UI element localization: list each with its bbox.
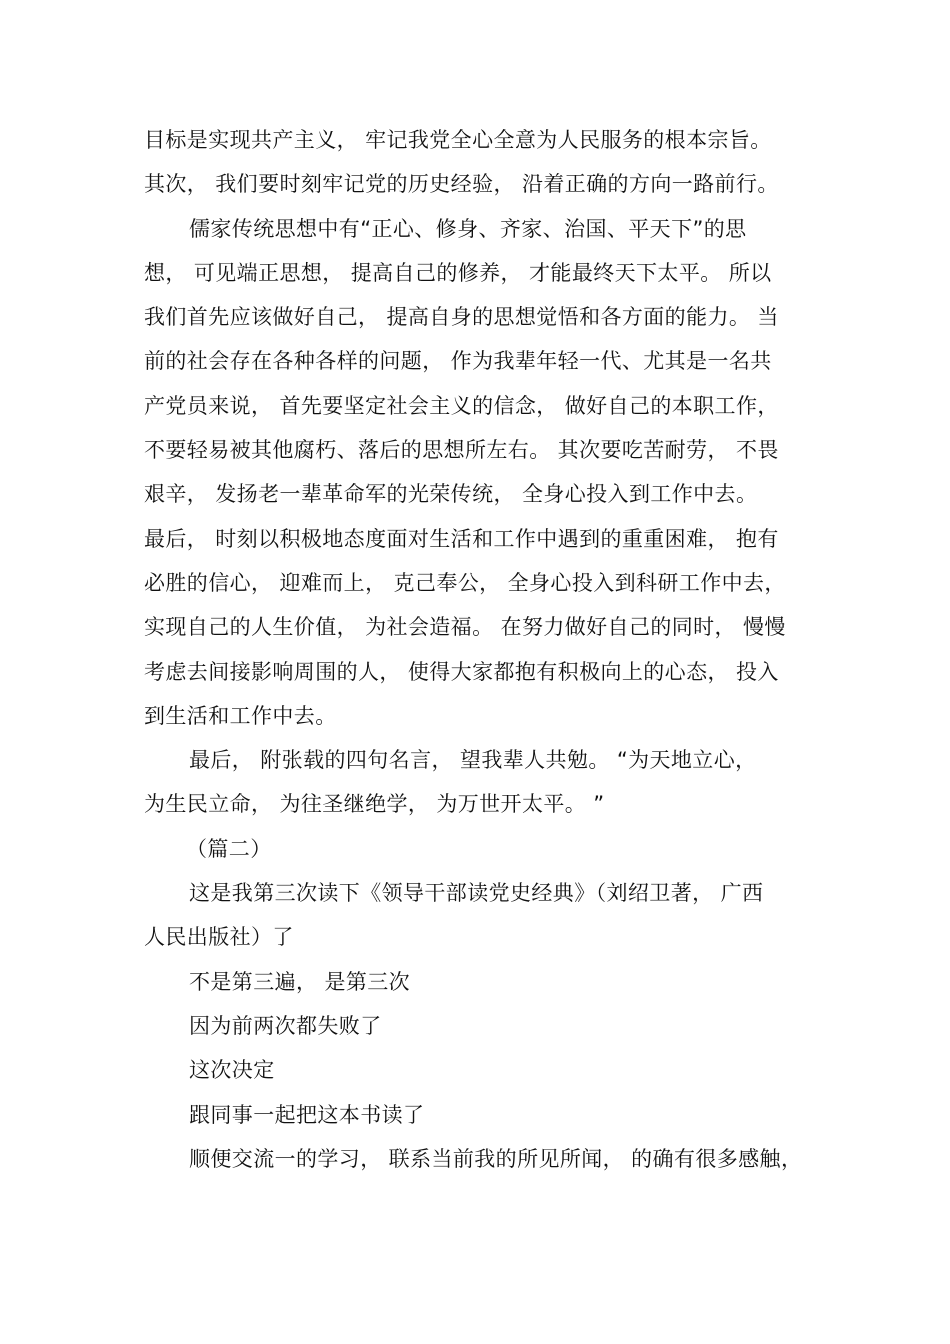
text-line: 其次， 我们要时刻牢记党的历史经验， 沿着正确的方向一路前行。 [144,172,779,197]
text-line: 我们首先应该做好自己， 提高自身的思想觉悟和各方面的能力。 当 [144,305,779,330]
paragraph-start-line: 这次决定 [189,1058,275,1083]
text-line: 人民出版社）了 [144,925,294,950]
section-heading: （篇二） [186,836,272,861]
text-line: 产党员来说， 首先要坚定社会主义的信念， 做好自己的本职工作， [144,393,779,418]
body-text [144,118,824,1181]
text-line: 想， 可见端正思想， 提高自己的修养， 才能最终天下太平。 所以 [144,260,772,285]
text-line: 艰辛， 发扬老一辈革命军的光荣传统， 全身心投入到工作中去。 [144,482,758,507]
text-line: 为生民立命， 为往圣继绝学， 为万世开太平。 ” [144,792,605,817]
text-line: 目标是实现共产主义， 牢记我党全心全意为人民服务的根本宗旨。 [144,128,772,152]
paragraph-start-line: 最后， 附张载的四句名言， 望我辈人共勉。 “为天地立心， [189,748,757,773]
text-line: 最后， 时刻以积极地态度面对生活和工作中遇到的重重困难， 抱有 [144,526,779,551]
paragraph-start-line: 这是我第三次读下《领导干部读党史经典》（刘绍卫著， 广西 [189,881,764,906]
paragraph-start-line: 不是第三遍， 是第三次 [189,969,411,994]
paragraph-start-line: 顺便交流一的学习， 联系当前我的所见所闻， 的确有很多感触， [189,1146,803,1171]
text-line: 到生活和工作中去。 [144,703,337,728]
paragraph-start-line: 因为前两次都失败了 [189,1013,382,1038]
text-line: 不要轻易被其他腐朽、落后的思想所左右。 其次要吃苦耐劳， 不畏 [144,438,779,463]
paragraph-start-line: 跟同事一起把这本书读了 [189,1102,425,1127]
text-line: 考虑去间接影响周围的人， 使得大家都抱有积极向上的心态， 投入 [144,659,779,684]
paragraph-start-line: 儒家传统思想中有“正心、修身、齐家、治国、平天下”的思 [189,216,747,241]
text-line: 必胜的信心， 迎难而上， 克己奉公， 全身心投入到科研工作中去， [144,570,786,595]
text-line: 实现自己的人生价值， 为社会造福。 在努力做好自己的同时， 慢慢 [144,615,786,640]
text-line: 前的社会存在各种各样的问题， 作为我辈年轻一代、尤其是一名共 [144,349,772,374]
